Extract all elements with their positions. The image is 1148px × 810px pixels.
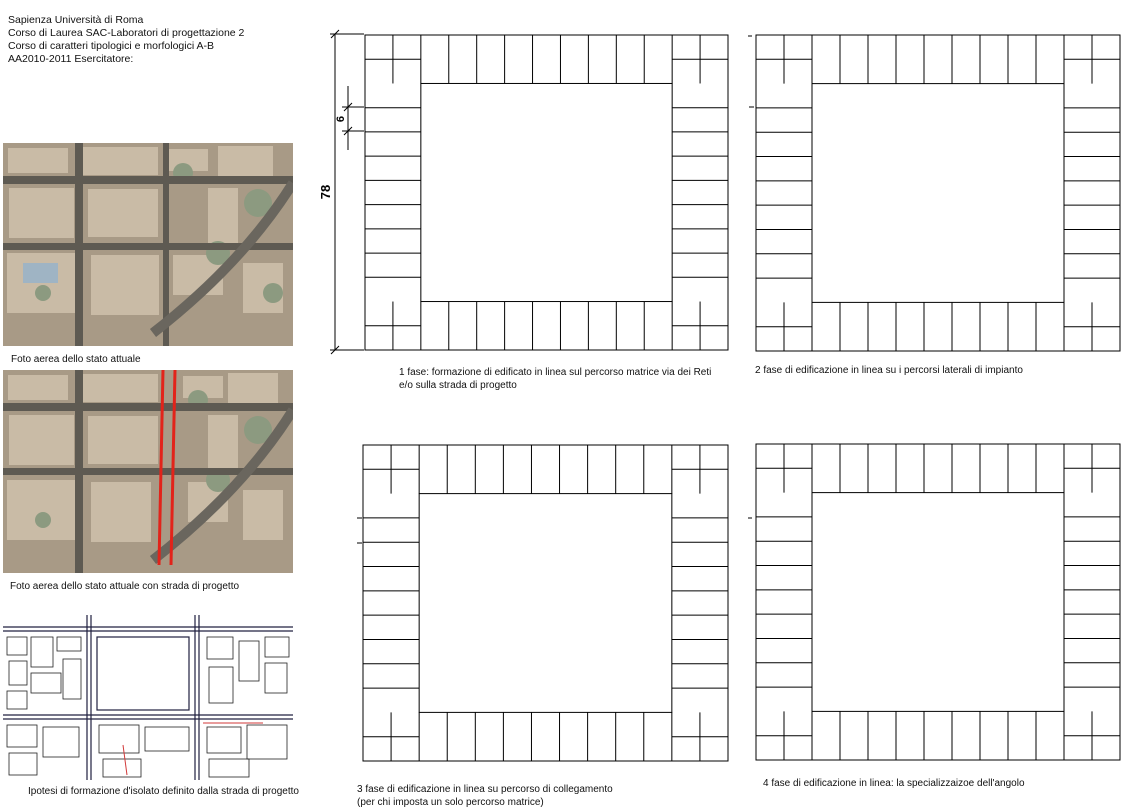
phase-1-caption [399, 366, 711, 392]
aerial-photo-caption: Foto aerea dello stato attuale [11, 354, 141, 365]
phase-2-caption-line1: 2 fase di edificazione in linea su i percorsi laterali di impianto [755, 365, 1023, 376]
academic-year: AA2010-2011 Esercitatore: [8, 53, 134, 65]
plan-courtyard [419, 494, 672, 713]
plan-courtyard [421, 83, 672, 301]
phase-1-caption-line1: 1 fase: formazione di edificato in linea sul percorso matrice via dei Reti [399, 367, 712, 378]
university-name: Sapienza Università di Roma [8, 14, 144, 26]
course-name: Corso di Laurea SAC-Laboratori di progettazione 2 [8, 27, 245, 39]
plan-courtyard [812, 84, 1064, 303]
map-caption: Ipotesi di formazione d'isolato definito dalla strada di progetto [28, 786, 299, 797]
phase-3-plan [363, 445, 728, 761]
phase-3-caption-line1: 3 fase di edificazione in linea su percorso di collegamento [357, 784, 613, 795]
dimension-78 [330, 30, 364, 354]
aerial-road-caption: Foto aerea dello stato attuale con strada di progetto [10, 581, 240, 592]
phase-4-caption [763, 777, 1025, 790]
phase-1-plan [365, 35, 728, 350]
dimension-78-label: 78 [318, 184, 333, 200]
phase-1-caption-line2: e/o sulla strada di progetto [399, 380, 517, 391]
course-subject: Corso di caratteri tipologici e morfologici A-B [8, 40, 215, 52]
phase-3-caption [357, 783, 613, 809]
phase-4-caption-line1: 4 fase di edificazione in linea: la specializzaizoe dell'angolo [763, 778, 1025, 789]
phase-2-caption [755, 364, 1023, 377]
phase-3-caption-line2: (per chi imposta un solo percorso matrice) [357, 797, 544, 808]
phase-4-plan [756, 444, 1120, 760]
phase-2-plan [756, 35, 1120, 351]
plan-courtyard [812, 493, 1064, 712]
dimension-6-label: 6 [335, 115, 347, 123]
